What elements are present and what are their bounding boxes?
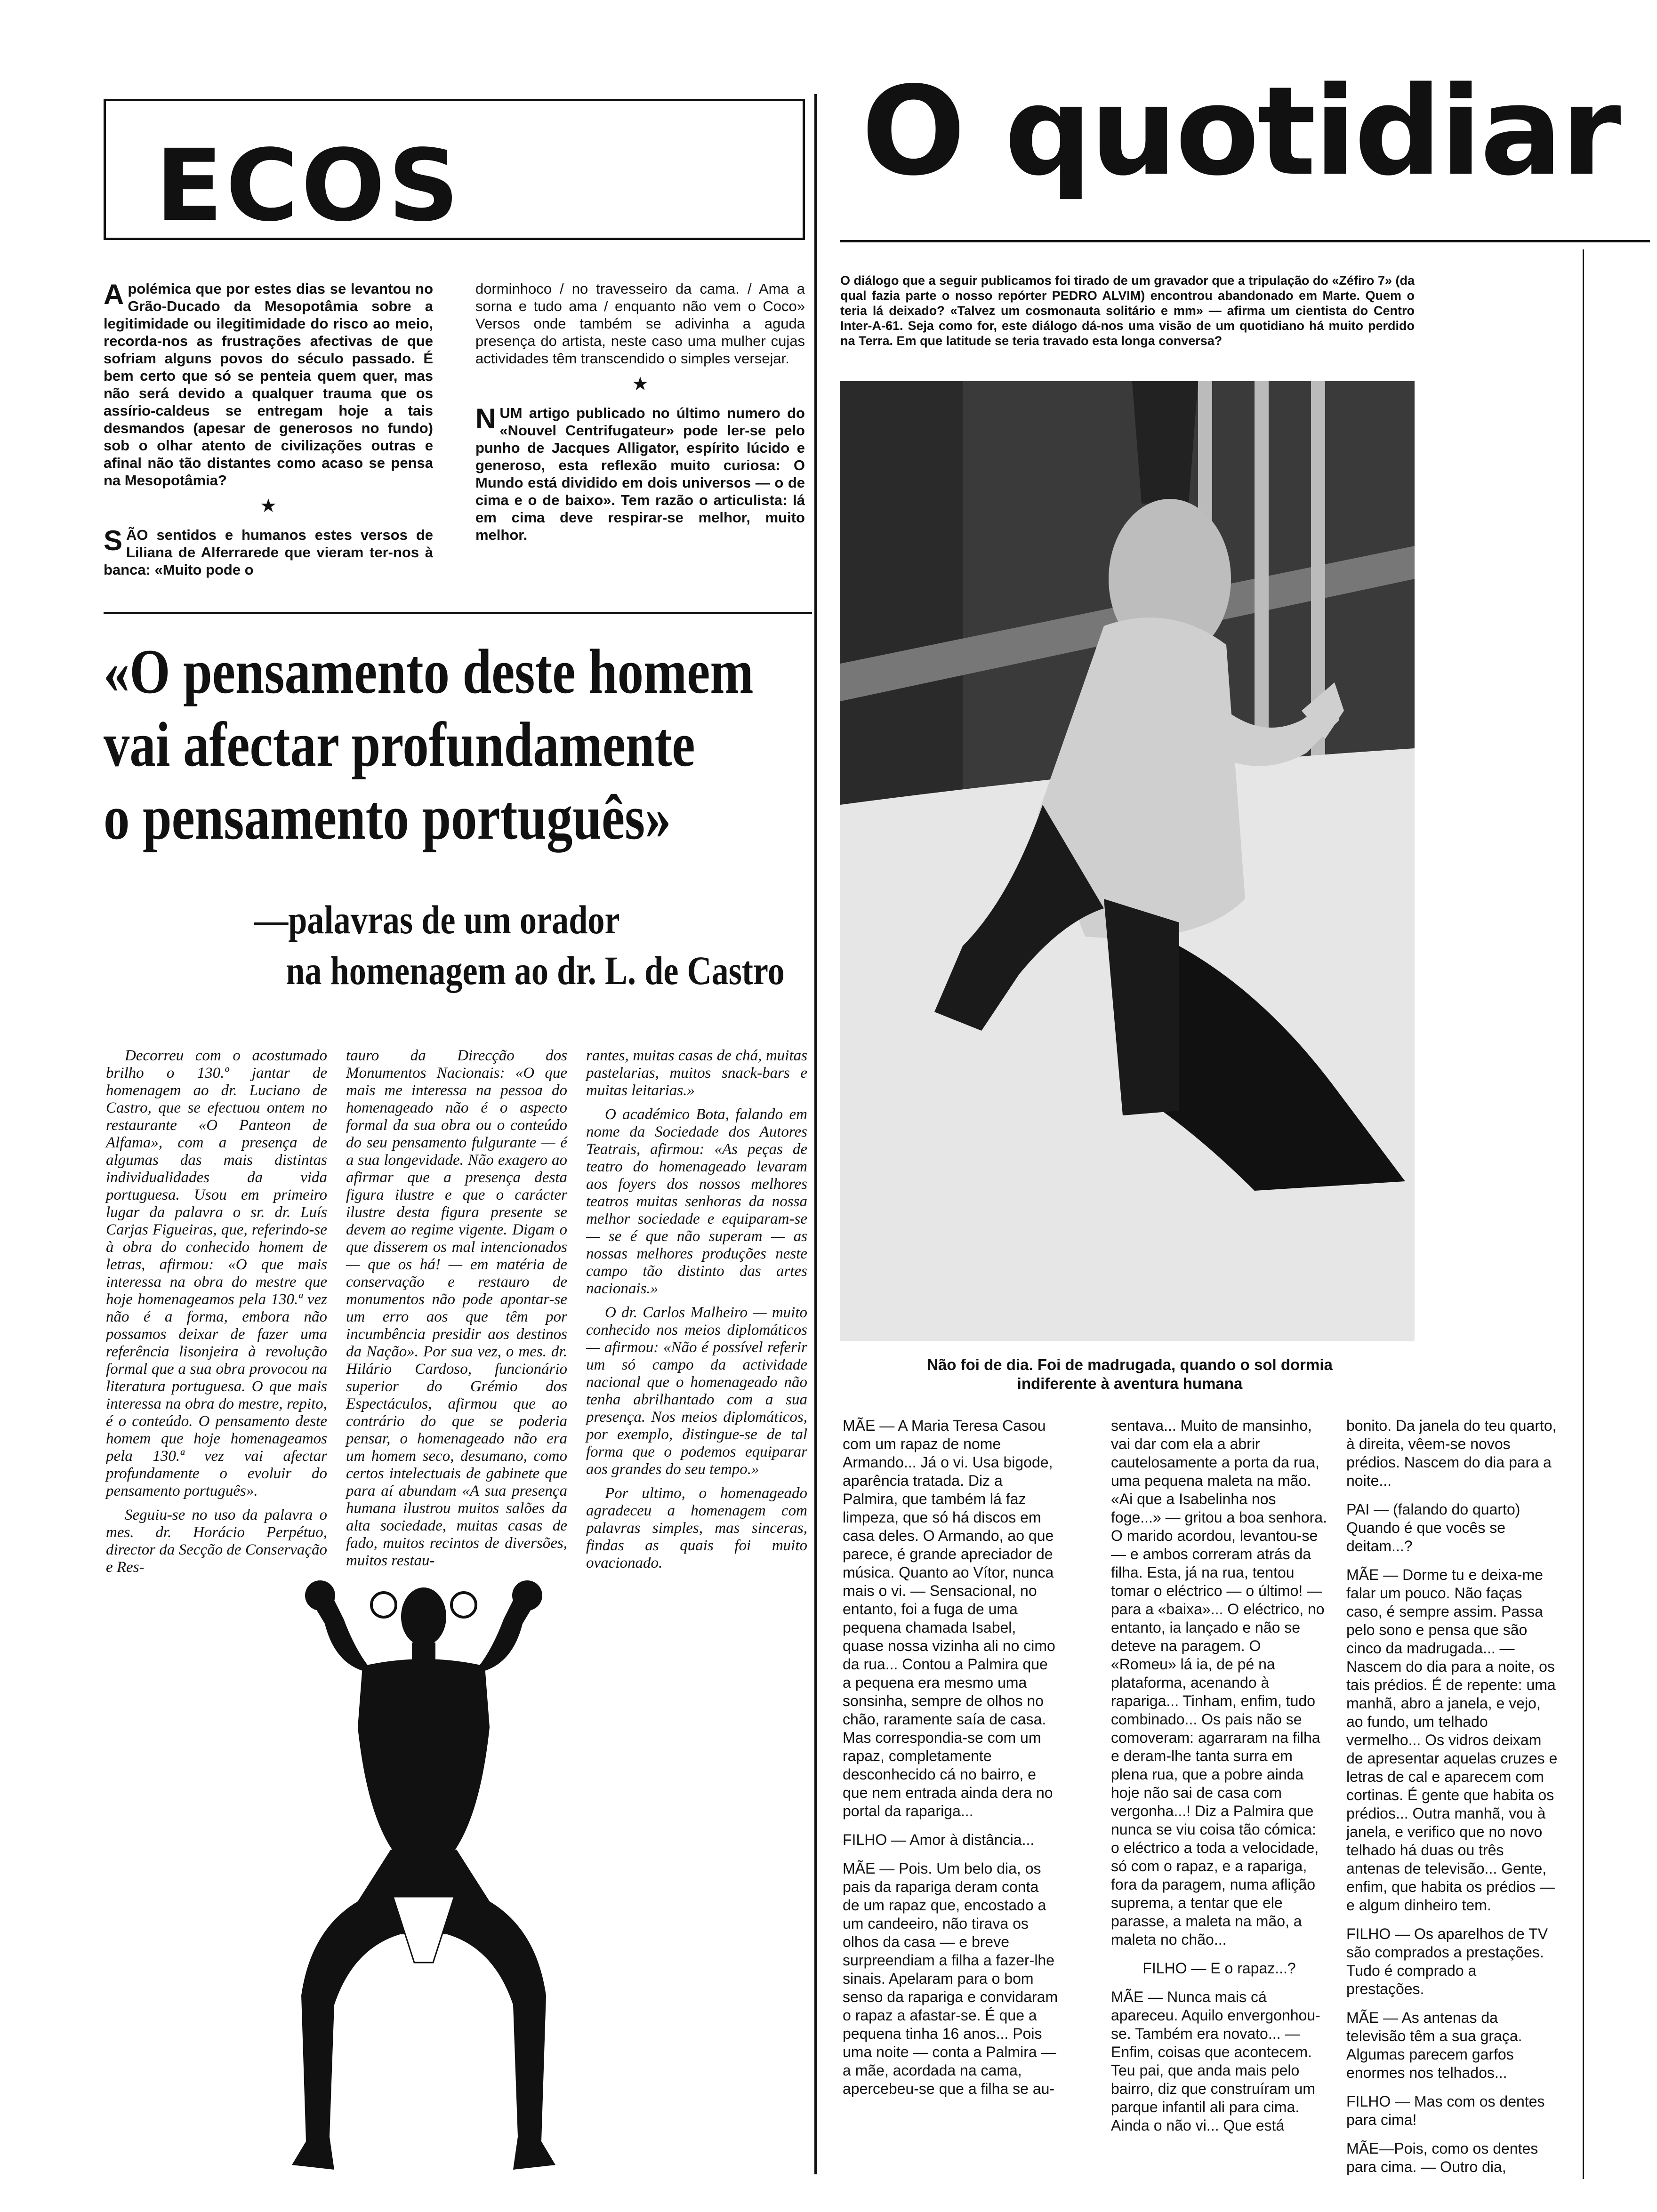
dialogue-paragraph: MÃE — Dorme tu e deixa-me falar um pouco. Não faças caso, é sempre assim. Passa pelo sono e pensa que são cinco da madrugada... — Nascem do dia para a noite, os tais prédios. É de repente: uma manhã, abro a janela, e vejo, ao fundo, um telhado vermelho... Os vidros deixam de apresentar aquelas cruzes e letras de cal e aparecem com cortinas. É gente que habita os prédios... Outra manhã, vou à janela, e verifico que no novo telhado há duas ou três antenas de televisão... Gente, enfim, que habita os prédios — e algum dinheiro tem. [1346, 1566, 1558, 1914]
dialogue-paragraph: FILHO — Mas com os dentes para cima! [1346, 2093, 1545, 2128]
ecos-paragraph: SÃO sentidos e humanos estes versos de Liliana de Alferrarede que vieram ter-nos à banca: «Muito pode o [104, 525, 433, 578]
article-paragraph: Seguiu-se no uso da palavra o mes. dr. Horácio Perpétuo, director da Secção de Conservação e Res- [106, 1507, 327, 1576]
ecos-paragraph: dorminhoco / no travesseiro da cama. / Ama a sorna e tudo ama / enquanto não vem o Coco» Versos onde também se adivinha a aguda presença do artista, neste caso uma mulher cujas actividades têm transcendido o simples versejar. [475, 281, 805, 367]
headline-line: «O pensamento deste homem [104, 637, 754, 707]
dialogue-paragraph: sentava... Muito de mansinho, vai dar com ela a abrir cautelosamente a porta da rua, uma pequena maleta na mão. «Ai que a Isabelinha nos foge...» — gritou a boa senhora. O marido acordou, levantou-se — e ambos correram atrás da filha. Esta, já na rua, tentou tomar o eléctrico — o último! — para a «baixa»... O eléctrico, no entanto, ia lançado e não se deteve na paragem. O «Romeu» lá ia, de pé na plataforma, acenando à rapariga... Tinham, enfim, tudo combinado... Os pais não se comoveram: agarraram na filha e deram-lhe tanta surra em plena rua, que a pobre ainda hoje não sai de casa com vergonha...! Diz a Palmira que nunca se viu coisa tão cómica: o eléctrico a toda a velocidade, só com o rapaz, e a rapariga, fora da paragem, numa aflição suprema, a tentar que ele parasse, a maleta na mão, a maleta no chão... [1111, 1417, 1327, 1948]
article-paragraph: Por ultimo, o homenageado agradeceu a homenagem com palavras simples, mas sinceras, findas as quais foi muito ovacionado. [586, 1485, 807, 1571]
separator-star: ★ [632, 374, 649, 394]
headline-line: o pensamento português» [104, 783, 671, 853]
ecos-bottom-rule [104, 612, 812, 614]
bodybuilder-figure-image [292, 1572, 555, 2193]
right-edge-rule [1583, 249, 1584, 2179]
dialogue-paragraph: bonito. Da janela do teu quarto, à direita, vêem-se novos prédios. Nascem do dia para a noite... [1346, 1417, 1557, 1489]
dialogue-paragraph: PAI — (falando do quarto) Quando é que vocês se deitam...? [1346, 1501, 1520, 1555]
caption-line: Não foi de dia. Foi de madrugada, quando o sol dormia [927, 1356, 1333, 1373]
drop-cap: A [104, 279, 124, 310]
drop-cap: S [104, 525, 123, 556]
article-paragraph: Decorreu com o acostumado brilho o 130.º jantar de homenagem ao dr. Luciano de Castro, que se efectuou ontem no restaurante «O Panteon de Alfama», com a presença de algumas das mais distintas individualidades da vida portuguesa. Usou em primeiro lugar da palavra o sr. dr. Luís Carjas Figueiras, que, referindo-se à obra do conhecido homem de letras, afirmou: «O que mais interessa na obra do mestre que hoje homenageamos pela 130.ª vez não é a forma, embora não possamos deixar de fazer uma referência lisonjeira à revolução formal que a sua obra provocou na literatura portuguesa. O que mais interessa na obra do mestre, repito, é o conteúdo. O pensamento deste homem que hoje homenageamos pela 130.ª vez vai afectar profundamente o evoluir do pensamento português». [106, 1047, 327, 1499]
photo-caption [923, 1355, 1337, 1393]
dialogue-column-2 [1111, 1417, 1327, 2145]
dialogue-paragraph: FILHO — E o rapaz...? [1142, 1960, 1296, 1977]
article-paragraph: O académico Bota, falando em nome da Sociedade dos Autores Teatrais, afirmou: «As peças de teatro do homenageado levaram aos foyers dos nossos melhores teatros muitas senhoras da nossa melhor sociedade e equiparam-se — se é que não superam — as nossas melhores produções neste campo tão distinto das artes nacionais.» [586, 1106, 807, 1297]
dialogue-paragraph: MÃE — As antenas da televisão têm a sua graça. Algumas parecem garfos enormes nos telhados... [1346, 2009, 1522, 2081]
dialogue-paragraph: FILHO — Amor à distância... [843, 1831, 1035, 1848]
dialogue-column-3 [1346, 1417, 1558, 2187]
dialogue-paragraph: MÃE — Pois. Um belo dia, os pais da rapariga deram conta de um rapaz que, encostado a um candeeiro, não tirava os olhos da casa — e breve surpreendiam a filha a fazer-lhe sinais. Apelaram para o bom senso da rapariga e convidaram o rapaz a afastar-se. É que a pequena tinha 16 anos... Pois uma noite — conta a Palmira — a mãe, acordada na cama, apercebeu-se que a filha se au- [843, 1860, 1058, 2097]
article-paragraph: O dr. Carlos Malheiro — muito conhecido nos meios diplomáticos — afirmou: «Não é possível referir um só campo da actividade nacional que o homenageado não tenha abrilhantado com a sua presença. Nos meios diplomáticos, por exemplo, distingue-se de tal forma que o podemos equiparar aos grandes do seu tempo.» [586, 1304, 807, 1478]
dialogue-paragraph: MÃE — Nunca mais cá apareceu. Aquilo envergonhou-se. Também era novato... — Enfim, coisas que acontecem. Teu pai, que anda mais pelo bairro, diz que construíram um parque infantil ali para cima. Ainda o não vi... Que está [1111, 1988, 1320, 2134]
headline-line: vai afectar profundamente [104, 710, 695, 780]
quotidiano-title: O quotidiar [861, 61, 1619, 203]
kneeling-man-photo [840, 381, 1415, 1341]
caption-line: indiferente à aventura humana [1017, 1375, 1243, 1392]
dialogue-paragraph: FILHO — Os aparelhos de TV são comprados a prestações. Tudo é comprado a prestações. [1346, 1925, 1548, 1997]
drop-cap: N [475, 403, 496, 434]
article-subheadline [254, 894, 785, 996]
ecos-column-2 [475, 280, 805, 552]
article-headline [104, 635, 754, 854]
subhead-line: na homenagem ao dr. L. de Castro [286, 948, 785, 993]
article-column-1 [106, 1047, 327, 1583]
dialogue-paragraph: MÃE—Pois, como os dentes para cima. — Outro dia, [1346, 2140, 1538, 2175]
article-column-3 [586, 1047, 807, 1579]
ecos-title: ECOS [155, 128, 462, 243]
ecos-column-1 [104, 280, 433, 587]
dialogue-column-1 [843, 1417, 1059, 2108]
article-paragraph: rantes, muitas casas de chá, muitas pastelarias, muitos snack-bars e muitas leitarias.» [586, 1047, 807, 1099]
article-column-2 [346, 1047, 567, 1576]
separator-star: ★ [260, 496, 277, 516]
quotidiano-intro: O diálogo que a seguir publicamos foi tirado de um gravador que a tripulação do «Zéfiro 7» (da qual fazia parte o nosso repórter PEDRO ALVIM) encontrou abandonado em Marte. Quem o teria lá deixado? «Talvez um cosmonauta solitário e mm» — afirma um cientista do Centro Inter-A-61. Seja como for, este diálogo dá-nos uma visão de um quotidiano há muito perdido na Terra. Em que latitude se teria travado esta longa conversa? [840, 273, 1415, 348]
article-paragraph: tauro da Direcção dos Monumentos Nacionais: «O que mais me interessa na pessoa do homenageado não é o aspecto formal da sua obra ou o conteúdo do seu pensamento fulgurante — é a sua longevidade. Não exagero ao afirmar que a presença desta figura ilustre e que o carácter ilustre desta figura presente se devem ao regime vigente. Digam o que disserem os mal intencionados — que os há! — em matéria de conservação e restauro de monumentos não pode apontar-se um erro aos que têm por incumbência presidir aos destinos da Nação». Por sua vez, o mes. dr. Hilário Cardoso, funcionário superior do Grémio dos Espectáculos, afirmou que ao contrário do que se poderia pensar, o homenageado não era um homem seco, desumano, como certos intelectuais de gabinete que para aí abundam «A sua presença humana ilustrou muitos salões da alta sociedade, muitas casas de fado, muitos recintos de diversões, muitos restau- [346, 1047, 567, 1569]
ecos-paragraph: NUM artigo publicado no último numero do «Nouvel Centrifugateur» pode ler-se pelo punho de Jacques Alligator, espírito lúcido e generoso, esta reflexão muito curiosa: O Mundo está dividido em dois universos — o de cima e o de baixo». Tem razão o articulista: lá em cima deve respirar-se melhor, muito melhor. [475, 403, 805, 543]
subhead-line: —palavras de um orador [254, 897, 620, 942]
ecos-paragraph: A polémica que por estes dias se levantou no Grão-Ducado da Mesopotâmia sobre a legitimidade ou ilegitimidade do risco ao meio, recorda-nos as frustrações afectivas de que sofriam alguns povos do século passado. É bem certo que só se penteia quem quer, mas não será devido a qualquer trauma que os assírio-caldeus se entregam hoje a tais desmandos (apesar de generosos no fundo) sob o olhar atento de civilizações outras e afinal não tão distantes como acaso se pensa na Mesopotâmia? [104, 279, 433, 489]
quotidiano-title-rule [840, 240, 1650, 242]
column-divider [814, 94, 817, 2174]
dialogue-paragraph: MÃE — A Maria Teresa Casou com um rapaz de nome Armando... Já o vi. Usa bigode, aparência tratada. Diz a Palmira, que também lá faz limpeza, que só há discos em casa deles. O Armando, ao que parece, é grande apreciador de música. Quanto ao Vítor, nunca mais o vi. — Sensacional, no entanto, foi a fuga de uma pequena chamada Isabel, quase nossa vizinha ali no cimo da rua... Contou a Palmira que a pequena era mesmo uma sonsinha, sempre de olhos no chão, raramente saía de casa. Mas correspondia-se com um rapaz, completamente desconhecido cá no bairro, e que nem entrada ainda dera no portal da rapariga... [843, 1417, 1055, 1819]
